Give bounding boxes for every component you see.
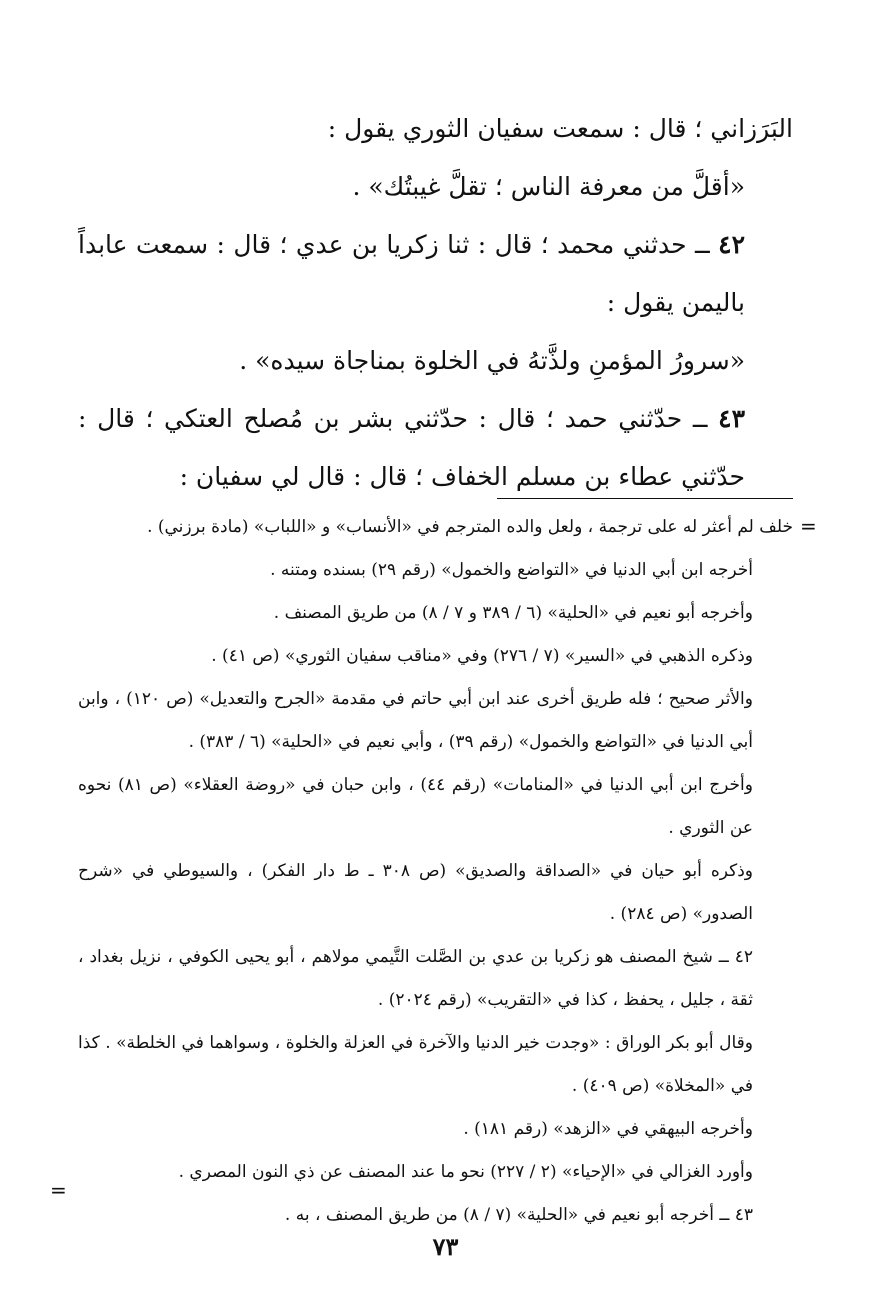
continuation-mark-bottom: = xyxy=(50,1178,67,1202)
main-text xyxy=(78,100,793,506)
continuation-mark-top: = xyxy=(800,514,817,538)
body-paragraph: ٤٣ ــ حدّثني حمد ؛ قال : حدّثني بشر بن مُصلح العتكي ؛ قال : حدّثني عطاء بن مسلم الخفاف ؛ قال : قال لي سفيان : xyxy=(78,404,745,491)
footnote: وذكره الذهبي في «السير» (٧ / ٢٧٦) وفي «مناقب سفيان الثوري» (ص ٤١) . xyxy=(211,646,753,666)
footnote: وأخرج ابن أبي الدنيا في «المنامات» (رقم ٤٤) ، وابن حبان في «روضة العقلاء» (ص ٨١) نحوه عن الثوري . xyxy=(78,775,753,838)
footnote: ٤٢ ــ شيخ المصنف هو زكريا بن عدي بن الصَّلت التَّيمي مولاهم ، أبو يحيى الكوفي ، نزيل بغداد ، ثقة ، جليل ، يحفظ ، كذا في «التقريب» (رقم ٢٠٢٤) . xyxy=(78,947,753,1010)
footnote: وأخرجه البيهقي في «الزهد» (رقم ١٨١) . xyxy=(463,1119,753,1139)
body-paragraph: «أقلَّ من معرفة الناس ؛ تقلَّ غيبتُك» . xyxy=(352,172,745,201)
body-paragraph: «سرورُ المؤمنِ ولذَّتهُ في الخلوة بمناجاة سيده» . xyxy=(239,346,745,375)
footnote: والأثر صحيح ؛ فله طريق أخرى عند ابن أبي حاتم في مقدمة «الجرح والتعديل» (ص ١٢٠) ، وابن أبي الدنيا في «التواضع والخمول» (رقم ٣٩) ، وأبي نعيم في «الحلية» (٦ / ٣٨٣) . xyxy=(78,689,753,752)
body-paragraph: ٤٢ ــ حدثني محمد ؛ قال : ثنا زكريا بن عدي ؛ قال : سمعت عابداً باليمن يقول : xyxy=(78,230,745,317)
footnote: ٤٣ ــ أخرجه أبو نعيم في «الحلية» (٧ / ٨) من طريق المصنف ، به . xyxy=(284,1205,753,1225)
footnotes xyxy=(78,506,793,1237)
footnote: وقال أبو بكر الوراق : «وجدت خير الدنيا والآخرة في العزلة والخلوة ، وسواهما في الخلطة» . كذا في «المخلاة» (ص ٤٠٩) . xyxy=(78,1033,753,1096)
footnote: خلف لم أعثر له على ترجمة ، ولعل والده المترجم في «الأنساب» و «اللباب» (مادة برزني) . xyxy=(147,517,793,537)
footnote: وأورد الغزالي في «الإحياء» (٢ / ٢٢٧) نحو ما عند المصنف عن ذي النون المصري . xyxy=(178,1162,753,1182)
narration-number: ٤٣ xyxy=(718,404,745,433)
footnote: أخرجه ابن أبي الدنيا في «التواضع والخمول» (رقم ٢٩) بسنده ومتنه . xyxy=(270,560,753,580)
footnote-separator xyxy=(497,498,793,499)
body-paragraph: البَرَزاني ؛ قال : سمعت سفيان الثوري يقول : xyxy=(327,114,793,143)
page-number: ٧٣ xyxy=(432,1232,459,1261)
footnote: وذكره أبو حيان في «الصداقة والصديق» (ص ٣٠٨ ـ ط دار الفكر) ، والسيوطي في «شرح الصدور» (ص ٢٨٤) . xyxy=(78,861,754,924)
narration-number: ٤٢ xyxy=(718,230,745,259)
footnote: وأخرجه أبو نعيم في «الحلية» (٦ / ٣٨٩ و ٧ / ٨) من طريق المصنف . xyxy=(273,603,753,623)
